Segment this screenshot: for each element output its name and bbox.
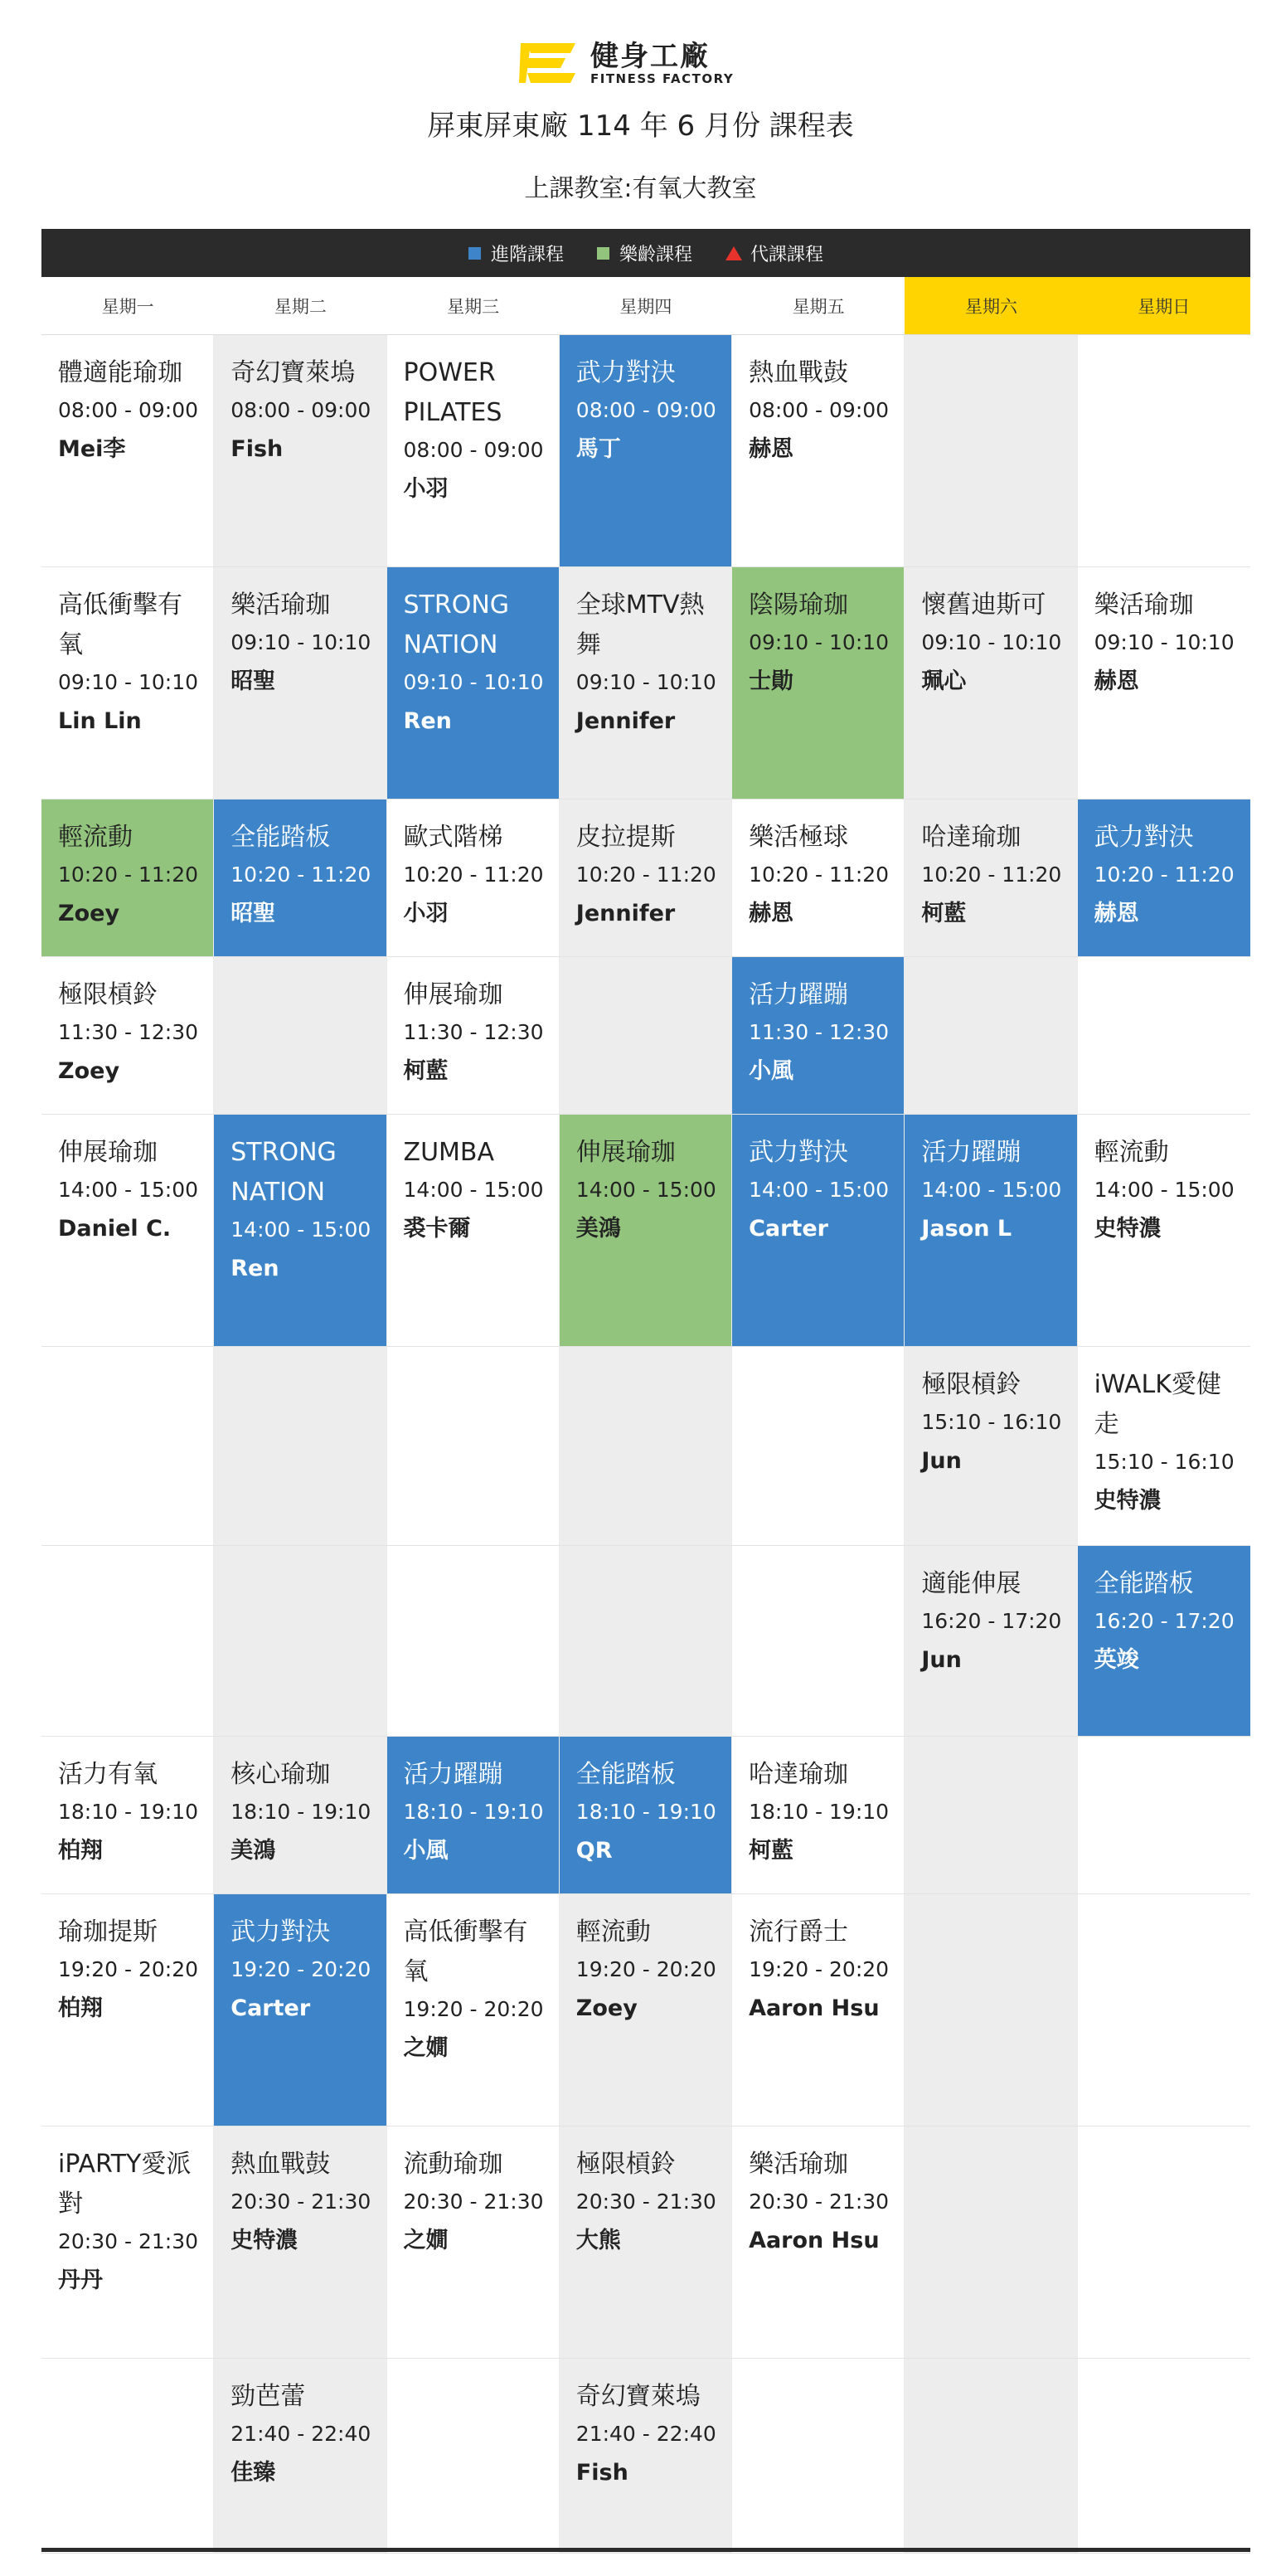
day-header: 星期六 bbox=[905, 277, 1077, 334]
class-time: 14:00 - 15:00 bbox=[575, 1178, 716, 1202]
class-instructor: Zoey bbox=[58, 901, 120, 926]
class-instructor: Carter bbox=[230, 1995, 311, 2021]
class-time: 18:10 - 19:10 bbox=[575, 1800, 716, 1824]
class-instructor: Jun bbox=[921, 1448, 962, 1474]
schedule-row bbox=[41, 2359, 1250, 2554]
class-name: 伸展瑜珈 bbox=[575, 1138, 676, 1167]
class-instructor: Ren bbox=[403, 708, 452, 734]
class-name: 活力躍蹦 bbox=[403, 1760, 503, 1789]
class-name: 輕流動 bbox=[1094, 1138, 1169, 1167]
class-cell bbox=[905, 1546, 1077, 1736]
class-time: 09:10 - 10:10 bbox=[921, 630, 1062, 654]
class-cell bbox=[732, 567, 905, 799]
class-time: 19:20 - 20:20 bbox=[403, 1997, 544, 2021]
legend-bar bbox=[41, 229, 1250, 277]
empty-cell bbox=[1078, 1737, 1250, 1893]
brand-logo bbox=[519, 38, 776, 88]
class-name: 哈達瑜珈 bbox=[921, 823, 1021, 852]
day-header: 星期五 bbox=[732, 277, 905, 334]
class-time: 08:00 - 09:00 bbox=[403, 438, 544, 462]
class-cell bbox=[560, 1737, 732, 1893]
page-subtitle: 上課教室:有氧大教室 bbox=[524, 174, 757, 203]
class-time: 09:10 - 10:10 bbox=[403, 670, 544, 694]
day-header: 星期二 bbox=[214, 277, 386, 334]
class-cell bbox=[387, 800, 560, 956]
class-instructor: 之嫺 bbox=[403, 2035, 449, 2061]
class-instructor: Zoey bbox=[575, 1995, 638, 2021]
class-cell bbox=[560, 2359, 732, 2553]
class-cell bbox=[41, 800, 214, 956]
empty-cell bbox=[905, 2359, 1077, 2553]
green-square-icon bbox=[597, 247, 609, 260]
empty-cell bbox=[387, 2359, 560, 2553]
class-instructor: Lin Lin bbox=[58, 708, 142, 734]
class-time: 20:30 - 21:30 bbox=[230, 2190, 371, 2214]
empty-cell bbox=[387, 1546, 560, 1736]
class-time: 10:20 - 11:20 bbox=[230, 863, 371, 887]
class-instructor: 小羽 bbox=[403, 901, 449, 926]
class-time: 18:10 - 19:10 bbox=[749, 1800, 890, 1824]
class-name: 歐式階梯 bbox=[403, 823, 503, 852]
schedule-row bbox=[41, 335, 1250, 567]
empty-cell bbox=[1078, 2126, 1250, 2358]
class-cell bbox=[560, 1115, 732, 1346]
class-cell bbox=[905, 567, 1077, 799]
class-name: 體適能瑜珈 bbox=[58, 358, 182, 387]
class-time: 08:00 - 09:00 bbox=[58, 398, 199, 422]
class-instructor: 大熊 bbox=[575, 2228, 621, 2253]
class-time: 14:00 - 15:00 bbox=[749, 1178, 890, 1202]
bottom-divider bbox=[41, 2548, 1250, 2552]
class-name: 武力對決 bbox=[749, 1138, 849, 1167]
class-cell bbox=[214, 2126, 386, 2358]
class-name: 全能踏板 bbox=[575, 1760, 676, 1789]
class-cell bbox=[214, 1737, 386, 1893]
class-cell bbox=[387, 2126, 560, 2358]
empty-cell bbox=[1078, 2359, 1250, 2553]
class-name: 奇幻寶萊塢 bbox=[230, 358, 356, 387]
class-name: iWALK愛健走 bbox=[1094, 1370, 1221, 1439]
day-header: 星期三 bbox=[387, 277, 560, 334]
class-instructor: 柯藍 bbox=[403, 1058, 449, 1084]
class-time: 11:30 - 12:30 bbox=[403, 1020, 544, 1044]
class-name: 勁芭蕾 bbox=[230, 2382, 306, 2411]
class-name: 皮拉提斯 bbox=[575, 823, 676, 852]
empty-cell bbox=[905, 2126, 1077, 2358]
schedule-row bbox=[41, 957, 1250, 1115]
class-time: 09:10 - 10:10 bbox=[230, 630, 371, 654]
class-instructor: 赫恩 bbox=[749, 901, 794, 926]
empty-cell bbox=[905, 1737, 1077, 1893]
class-time: 11:30 - 12:30 bbox=[749, 1020, 890, 1044]
class-time: 20:30 - 21:30 bbox=[403, 2190, 544, 2214]
class-name: 活力躍蹦 bbox=[749, 980, 849, 1009]
class-time: 09:10 - 10:10 bbox=[1094, 630, 1235, 654]
class-time: 16:20 - 17:20 bbox=[1094, 1609, 1235, 1633]
class-time: 19:20 - 20:20 bbox=[230, 1957, 371, 1981]
class-name: 樂活瑜珈 bbox=[230, 591, 331, 620]
legend-substitute bbox=[725, 241, 823, 266]
empty-cell bbox=[732, 2359, 905, 2553]
legend-advanced bbox=[468, 241, 564, 266]
class-time: 09:10 - 10:10 bbox=[749, 630, 890, 654]
class-instructor: 英竣 bbox=[1094, 1647, 1139, 1673]
class-cell bbox=[732, 335, 905, 566]
class-instructor: 史特濃 bbox=[1094, 1216, 1162, 1242]
class-name: 瑜珈提斯 bbox=[58, 1917, 158, 1947]
class-instructor: QR bbox=[575, 1838, 613, 1864]
schedule-row bbox=[41, 567, 1250, 800]
class-cell bbox=[732, 1737, 905, 1893]
schedule-row bbox=[41, 1115, 1250, 1347]
class-name: 奇幻寶萊塢 bbox=[575, 2382, 701, 2411]
class-instructor: Fish bbox=[575, 2460, 628, 2486]
class-instructor: Jun bbox=[921, 1647, 962, 1673]
class-cell bbox=[387, 1737, 560, 1893]
class-instructor: Carter bbox=[749, 1216, 828, 1242]
class-instructor: Aaron Hsu bbox=[749, 2228, 880, 2253]
class-cell bbox=[214, 1115, 386, 1346]
class-cell bbox=[1078, 567, 1250, 799]
class-cell bbox=[732, 1894, 905, 2126]
class-instructor: 昭聖 bbox=[230, 668, 276, 694]
class-time: 14:00 - 15:00 bbox=[403, 1178, 544, 1202]
class-cell bbox=[387, 1894, 560, 2126]
class-time: 14:00 - 15:00 bbox=[58, 1178, 199, 1202]
class-instructor: 赫恩 bbox=[1094, 668, 1139, 694]
class-time: 09:10 - 10:10 bbox=[575, 670, 716, 694]
class-name: 輕流動 bbox=[58, 823, 133, 852]
class-cell bbox=[905, 1347, 1077, 1545]
class-cell bbox=[732, 800, 905, 956]
class-time: 19:20 - 20:20 bbox=[749, 1957, 890, 1981]
class-time: 20:30 - 21:30 bbox=[58, 2229, 199, 2253]
class-instructor: 赫恩 bbox=[749, 436, 794, 462]
class-time: 15:10 - 16:10 bbox=[921, 1410, 1062, 1434]
class-cell bbox=[560, 2126, 732, 2358]
fitness-factory-logo-icon bbox=[519, 40, 579, 86]
class-cell bbox=[387, 567, 560, 799]
class-time: 20:30 - 21:30 bbox=[575, 2190, 716, 2214]
class-instructor: 佳臻 bbox=[230, 2460, 276, 2486]
schedule-row bbox=[41, 1347, 1250, 1546]
class-cell bbox=[41, 1115, 214, 1346]
class-cell bbox=[1078, 1115, 1250, 1346]
class-cell bbox=[214, 567, 386, 799]
class-name: STRONG NATION bbox=[230, 1138, 337, 1207]
class-time: 10:20 - 11:20 bbox=[575, 863, 716, 887]
class-name: 高低衝擊有氧 bbox=[58, 591, 182, 659]
class-name: 極限槓鈴 bbox=[921, 1370, 1021, 1399]
day-header: 星期四 bbox=[560, 277, 732, 334]
class-time: 21:40 - 22:40 bbox=[575, 2422, 716, 2446]
class-instructor: Ren bbox=[230, 1256, 279, 1281]
empty-cell bbox=[732, 1546, 905, 1736]
class-cell bbox=[560, 567, 732, 799]
day-header-row bbox=[41, 277, 1250, 335]
class-instructor: 丹丹 bbox=[58, 2267, 103, 2293]
class-cell bbox=[41, 2126, 214, 2358]
class-instructor: Zoey bbox=[58, 1058, 120, 1084]
day-header: 星期日 bbox=[1078, 277, 1250, 334]
class-time: 14:00 - 15:00 bbox=[230, 1218, 371, 1242]
class-instructor: 珮心 bbox=[921, 668, 967, 694]
page-header bbox=[0, 0, 1281, 224]
class-instructor: 柯藍 bbox=[749, 1838, 794, 1864]
class-instructor: 美鴻 bbox=[575, 1216, 621, 1242]
class-name: 流動瑜珈 bbox=[403, 2150, 503, 2179]
class-instructor: Fish bbox=[230, 436, 284, 462]
class-cell bbox=[560, 1894, 732, 2126]
class-cell bbox=[1078, 800, 1250, 956]
empty-cell bbox=[387, 1347, 560, 1545]
class-time: 21:40 - 22:40 bbox=[230, 2422, 371, 2446]
class-instructor: 小風 bbox=[403, 1838, 449, 1864]
class-instructor: Mei李 bbox=[58, 436, 126, 462]
red-triangle-icon bbox=[725, 246, 742, 260]
class-cell bbox=[41, 567, 214, 799]
class-name: 全能踏板 bbox=[1094, 1569, 1194, 1598]
class-time: 10:20 - 11:20 bbox=[403, 863, 544, 887]
class-name: 活力躍蹦 bbox=[921, 1138, 1021, 1167]
empty-cell bbox=[560, 1546, 732, 1736]
class-name: 樂活極球 bbox=[749, 823, 849, 852]
class-cell bbox=[214, 2359, 386, 2553]
class-cell bbox=[41, 957, 214, 1114]
class-time: 08:00 - 09:00 bbox=[575, 398, 716, 422]
class-name: STRONG NATION bbox=[403, 591, 510, 659]
class-instructor: 美鴻 bbox=[230, 1838, 276, 1864]
class-instructor: 史特濃 bbox=[1094, 1488, 1162, 1514]
day-header: 星期一 bbox=[41, 277, 214, 334]
class-time: 19:20 - 20:20 bbox=[58, 1957, 199, 1981]
class-name: 武力對決 bbox=[575, 358, 676, 387]
empty-cell bbox=[1078, 1894, 1250, 2126]
schedule-row bbox=[41, 2126, 1250, 2359]
empty-cell bbox=[41, 2359, 214, 2553]
class-instructor: 之嫺 bbox=[403, 2228, 449, 2253]
empty-cell bbox=[1078, 335, 1250, 566]
class-cell bbox=[41, 335, 214, 566]
empty-cell bbox=[214, 1347, 386, 1545]
class-instructor: 昭聖 bbox=[230, 901, 276, 926]
empty-cell bbox=[732, 1347, 905, 1545]
class-time: 11:30 - 12:30 bbox=[58, 1020, 199, 1044]
class-cell bbox=[214, 800, 386, 956]
class-time: 15:10 - 16:10 bbox=[1094, 1450, 1235, 1474]
legend-label: 進階課程 bbox=[490, 244, 564, 265]
class-time: 18:10 - 19:10 bbox=[58, 1800, 199, 1824]
class-name: 武力對決 bbox=[230, 1917, 331, 1947]
class-time: 14:00 - 15:00 bbox=[1094, 1178, 1235, 1202]
class-cell bbox=[732, 957, 905, 1114]
class-cell bbox=[214, 1894, 386, 2126]
class-time: 09:10 - 10:10 bbox=[58, 670, 199, 694]
class-time: 19:20 - 20:20 bbox=[575, 1957, 716, 1981]
class-time: 10:20 - 11:20 bbox=[58, 863, 199, 887]
class-instructor: 士勛 bbox=[749, 668, 794, 694]
class-name: 流行爵士 bbox=[749, 1917, 849, 1947]
class-name: 哈達瑜珈 bbox=[749, 1760, 849, 1789]
schedule-row bbox=[41, 800, 1250, 957]
class-instructor: 小風 bbox=[749, 1058, 794, 1084]
class-name: 全球MTV熱舞 bbox=[575, 591, 705, 659]
class-cell bbox=[387, 957, 560, 1114]
class-name: 活力有氧 bbox=[58, 1760, 158, 1789]
brand-name-cn: 健身工廠 bbox=[590, 40, 710, 73]
class-time: 08:00 - 09:00 bbox=[749, 398, 890, 422]
class-time: 08:00 - 09:00 bbox=[230, 398, 371, 422]
empty-cell bbox=[41, 1347, 214, 1545]
class-instructor: 柏翔 bbox=[58, 1838, 103, 1864]
class-name: ZUMBA bbox=[403, 1138, 495, 1167]
class-name: 極限槓鈴 bbox=[58, 980, 158, 1009]
class-name: 懷舊迪斯可 bbox=[921, 591, 1046, 620]
class-name: 輕流動 bbox=[575, 1917, 651, 1947]
empty-cell bbox=[560, 957, 732, 1114]
empty-cell bbox=[214, 1546, 386, 1736]
class-instructor: Daniel C. bbox=[58, 1216, 172, 1242]
schedule-row bbox=[41, 1737, 1250, 1894]
class-name: 適能伸展 bbox=[921, 1569, 1021, 1598]
empty-cell bbox=[905, 1894, 1077, 2126]
class-time: 20:30 - 21:30 bbox=[749, 2190, 890, 2214]
class-cell bbox=[732, 1115, 905, 1346]
legend-label: 代課課程 bbox=[750, 244, 824, 265]
class-name: 熱血戰鼓 bbox=[749, 358, 849, 387]
schedule-table bbox=[41, 277, 1250, 2554]
class-instructor: Jennifer bbox=[575, 708, 676, 734]
class-name: 核心瑜珈 bbox=[230, 1760, 331, 1789]
class-name: 樂活瑜珈 bbox=[1094, 591, 1194, 620]
class-name: 樂活瑜珈 bbox=[749, 2150, 849, 2179]
class-time: 10:20 - 11:20 bbox=[749, 863, 890, 887]
class-instructor: Aaron Hsu bbox=[749, 1995, 880, 2021]
class-cell bbox=[387, 1115, 560, 1346]
class-cell bbox=[1078, 1546, 1250, 1736]
legend-senior bbox=[597, 241, 692, 266]
class-instructor: Jennifer bbox=[575, 901, 676, 926]
class-time: 10:20 - 11:20 bbox=[921, 863, 1062, 887]
class-instructor: Jason L bbox=[921, 1216, 1012, 1242]
class-name: 極限槓鈴 bbox=[575, 2150, 676, 2179]
class-instructor: 馬丁 bbox=[575, 436, 621, 462]
class-cell bbox=[41, 1737, 214, 1893]
empty-cell bbox=[905, 335, 1077, 566]
class-cell bbox=[905, 1115, 1077, 1346]
schedule-row bbox=[41, 1546, 1250, 1737]
empty-cell bbox=[560, 1347, 732, 1545]
page-title: 屏東屏東廠 114 年 6 月份 課程表 bbox=[427, 109, 854, 143]
class-name: 高低衝擊有氧 bbox=[403, 1917, 528, 1986]
class-instructor: 裘卡爾 bbox=[403, 1216, 471, 1242]
empty-cell bbox=[41, 1546, 214, 1736]
class-cell bbox=[41, 1894, 214, 2126]
class-instructor: 赫恩 bbox=[1094, 901, 1139, 926]
class-time: 14:00 - 15:00 bbox=[921, 1178, 1062, 1202]
class-name: 武力對決 bbox=[1094, 823, 1194, 852]
class-cell bbox=[214, 335, 386, 566]
legend-label: 樂齡課程 bbox=[619, 244, 692, 265]
brand-name-en: FITNESS FACTORY bbox=[590, 71, 735, 86]
class-instructor: 小羽 bbox=[403, 476, 449, 502]
class-name: iPARTY愛派對 bbox=[58, 2150, 192, 2219]
empty-cell bbox=[1078, 957, 1250, 1114]
class-name: 伸展瑜珈 bbox=[58, 1138, 158, 1167]
class-time: 16:20 - 17:20 bbox=[921, 1609, 1062, 1633]
class-cell bbox=[732, 2126, 905, 2358]
class-instructor: 柯藍 bbox=[921, 901, 967, 926]
class-time: 10:20 - 11:20 bbox=[1094, 863, 1235, 887]
class-name: 熱血戰鼓 bbox=[230, 2150, 331, 2179]
class-name: POWER PILATES bbox=[403, 358, 502, 427]
class-name: 陰陽瑜珈 bbox=[749, 591, 849, 620]
class-time: 18:10 - 19:10 bbox=[403, 1800, 544, 1824]
class-cell bbox=[1078, 1347, 1250, 1545]
class-cell bbox=[560, 800, 732, 956]
class-time: 18:10 - 19:10 bbox=[230, 1800, 371, 1824]
class-cell bbox=[387, 335, 560, 566]
blue-square-icon bbox=[468, 247, 481, 260]
class-name: 伸展瑜珈 bbox=[403, 980, 503, 1009]
class-instructor: 柏翔 bbox=[58, 1995, 103, 2021]
empty-cell bbox=[905, 957, 1077, 1114]
class-cell bbox=[905, 800, 1077, 956]
class-instructor: 史特濃 bbox=[230, 2228, 298, 2253]
class-cell bbox=[560, 335, 732, 566]
empty-cell bbox=[214, 957, 386, 1114]
schedule-row bbox=[41, 1894, 1250, 2126]
class-name: 全能踏板 bbox=[230, 823, 331, 852]
